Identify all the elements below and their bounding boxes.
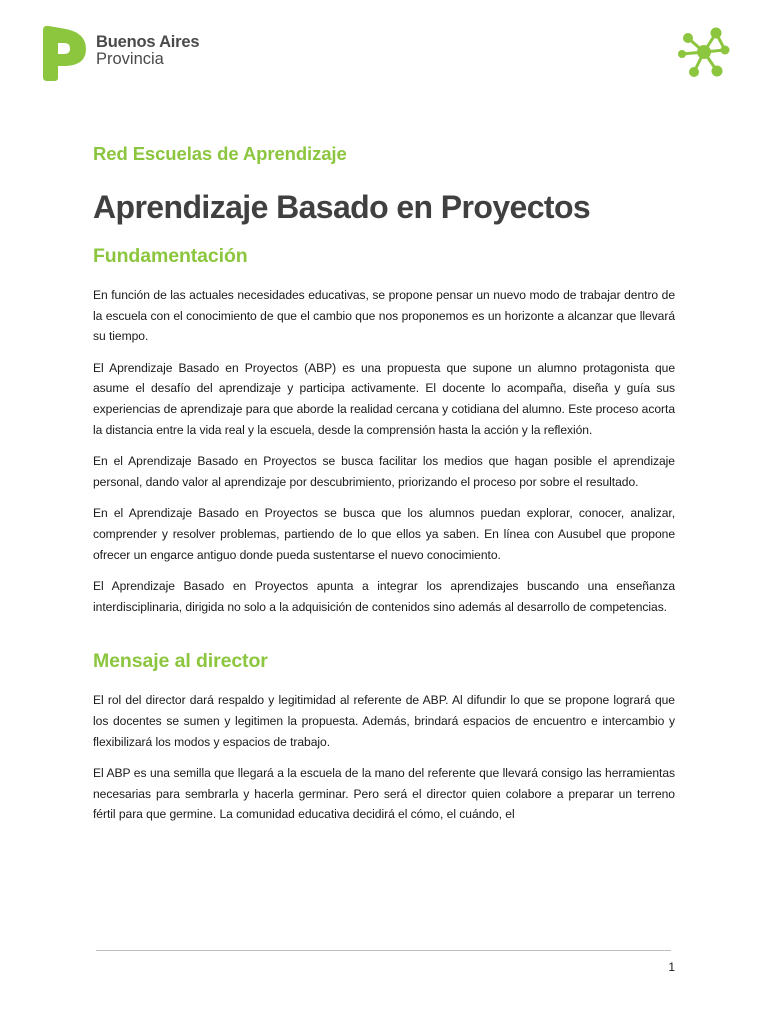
province-p-logo-icon <box>40 24 92 82</box>
document-title: Aprendizaje Basado en Proyectos <box>93 189 591 225</box>
page-number: 1 <box>668 960 675 974</box>
paragraph: En función de las actuales necesidades educativas, se propone pensar un nuevo modo de trabajar dentro de la escuela con el conocimiento de que el cambio que nos proponemos es un horizonte a alcanzar que llevará su tiempo. <box>93 288 675 344</box>
footer-divider <box>96 950 671 951</box>
paragraph: El rol del director dará respaldo y legitimidad al referente de ABP. Al difundir lo que se propone logrará que los docentes se sumen y legitimen la propuesta. Además, brindará espacios de encuentro e intercambio y flexibilizará los modos y espacios de trabajo. <box>93 693 675 749</box>
section-heading-mensaje-al-director: Mensaje al director <box>93 650 268 673</box>
page-header <box>0 0 768 100</box>
brand-wordmark <box>96 34 199 68</box>
paragraph: El Aprendizaje Basado en Proyectos (ABP) es una propuesta que supone un alumno protagonista que asume el desafío del aprendizaje y participa activamente. El docente lo acompaña, diseña y guía sus experiencias de aprendizaje para que aborde la realidad cercana y cotidiana del alumno. Este proceso acorta la distancia entre la vida real y la escuela, desde la comprensión hasta la acción y la reflexión. <box>93 360 675 437</box>
paragraph: El Aprendizaje Basado en Proyectos apunta a integrar los aprendizajes buscando una enseñanza interdisciplinaria, dirigida no solo a la adquisición de contenidos sino además al desarrollo de competencias. <box>93 579 675 614</box>
paragraph: En el Aprendizaje Basado en Proyectos se busca que los alumnos puedan explorar, conocer, analizar, comprender y resolver problemas, partiendo de lo que ellos ya saben. En línea con Ausubel que propone ofrecer un engarce antiguo donde pueda sustentarse el nuevo conocimiento. <box>93 506 675 562</box>
section-heading-fundamentacion: Fundamentación <box>93 245 248 267</box>
paragraph: En el Aprendizaje Basado en Proyectos se busca facilitar los medios que hagan posible el aprendizaje personal, dando valor al aprendizaje por descubrimiento, priorizando el proceso por sobre el resultado. <box>93 454 675 489</box>
network-nodes-icon <box>676 26 732 82</box>
document-body <box>93 140 675 825</box>
brand-subtitle: Provincia <box>96 50 164 68</box>
document-kicker: Red Escuelas de Aprendizaje <box>93 143 347 164</box>
paragraph: El ABP es una semilla que llegará a la escuela de la mano del referente que llevará consigo las herramientas necesarias para sembrarla y hacerla germinar. Pero será el director quien colabore a preparar un terreno fértil para que germine. La comunidad educativa decidirá el cómo, el cuándo, el <box>93 766 675 822</box>
brand-name: Buenos Aires <box>96 33 200 51</box>
